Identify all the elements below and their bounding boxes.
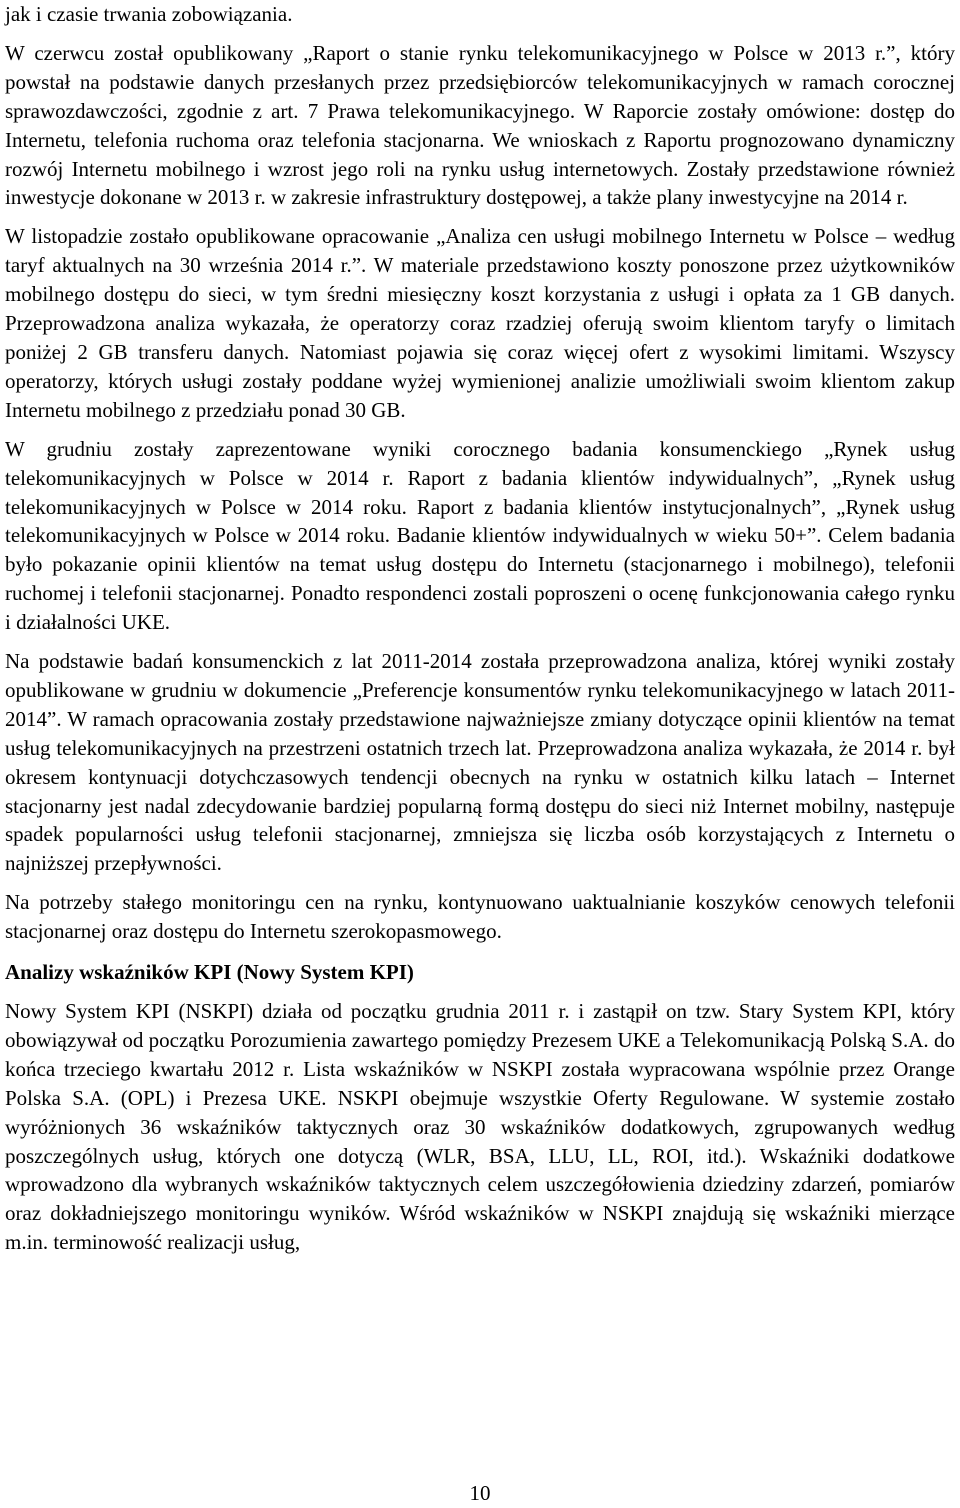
page-number: 10	[469, 1481, 491, 1505]
paragraph-kpi-system: Nowy System KPI (NSKPI) działa od początku grudnia 2011 r. i zastąpił on tzw. Stary System KPI, który obowiązywał od początku Porozumienia zawartego pomiędzy Prezesem UKE a Telekomunikacją Polską S.A. do końca trzeciego kwartału 2012 r. Lista wskaźników w NSKPI została wypracowana wspólnie przez Orange Polska S.A. (OPL) i Prezesa UKE. NSKPI obejmuje wszystkie Oferty Regulowane. W systemie zostało wyróżnionych 36 wskaźników taktycznych oraz 30 wskaźników dodatkowych, zgrupowanych według poszczególnych usług, których one dotyczą (WLR, BSA, LLU, LL, ROI, itd.). Wskaźniki dodatkowe wprowadzono dla wybranych wskaźników taktycznych celem uszczegółowienia dziedziny zdarzeń, pomiarów oraz dokładniejszego monitoringu wyników. Wśród wskaźników w NSKPI znajdują się wskaźniki mierzące m.in. terminowość realizacji usług,	[5, 999, 955, 1255]
paragraph-market-report: W czerwcu został opublikowany „Raport o stanie rynku telekomunikacyjnego w Polsce w 2013 r.”, który powstał na podstawie danych przesłanych przez przedsiębiorców telekomunikacyjnych w ramach corocznej sprawozdawczości, zgodnie z art. 7 Prawa telekomunikacyjnego. W Raporcie zostały omówione: dostęp do Internetu, telefonia ruchoma oraz telefonia stacjonarna. We wnioskach z Raportu prognozowano dynamiczny rozwój Internetu mobilnego i wzrost jego roli na rynku usług internetowych. Zostały przedstawione również inwestycje dokonane w 2013 r. w zakresie infrastruktury dostępowej, a także plany inwestycyjne na 2014 r.	[5, 40, 955, 210]
paragraph-consumer-preferences: Na podstawie badań konsumenckich z lat 2011-2014 została przeprowadzona analiza, której wyniki zostały opublikowane w grudniu w dokumencie „Preferencje konsumentów rynku telekomunikacyjnego w latach 2011-2014”. W ramach opracowania zostały przedstawione najważniejsze zmiany dotyczące opinii klientów na temat usług telekomunikacyjnych na przestrzeni ostatnich trzech lat. Przeprowadzona analiza wykazała, że 2014 r. był okresem kontynuacji dotychczasowych tendencji obecnych na rynku w ostatnich kilku latach – Internet stacjonarny jest nadal zdecydowanie bardziej popularną formą dostępu do sieci niż Internet mobilny, następuje spadek popularności usług telefonii stacjonarnej, zmniejsza się liczba osób korzystających z Internetu o najniższej przepływności.	[5, 649, 955, 876]
paragraph-continuation: jak i czasie trwania zobowiązania.	[5, 2, 293, 26]
paragraph-price-monitoring: Na potrzeby stałego monitoringu cen na rynku, kontynuowano uaktualnianie koszyków cenowych telefonii stacjonarnej oraz dostępu do Internetu szerokopasmowego.	[5, 890, 955, 944]
paragraph-consumer-survey: W grudniu zostały zaprezentowane wyniki corocznego badania konsumenckiego „Rynek usług telekomunikacyjnych w Polsce w 2014 r. Raport z badania klientów indywidualnych”, „Rynek usług telekomunikacyjnych w Polsce w 2014 roku. Raport z badania klientów instytucjonalnych”, „Rynek usług telekomunikacyjnych w Polsce w 2014 roku. Badanie klientów indywidualnych w wieku 50+”. Celem badania było pokazanie opinii klientów na temat usług dostępu do Internetu (stacjonarnego i mobilnego), telefonii ruchomej i telefonii stacjonarnej. Ponadto respondenci zostali poproszeni o ocenę funkcjonowania całego rynku i działalności UKE.	[5, 436, 955, 635]
paragraph-mobile-internet-analysis: W listopadzie zostało opublikowane opracowanie „Analiza cen usługi mobilnego Internetu w Polsce – według taryf aktualnych na 30 września 2014 r.”. W materiale przedstawiono koszty ponoszone przez użytkowników mobilnego dostępu do sieci, w tym średni miesięczny koszt korzystania z usługi i opłata za 1 GB danych. Przeprowadzona analiza wykazała, że operatorzy coraz rzadziej oferują swoim klientom taryfy o limitach poniżej 2 GB transferu danych. Natomiast pojawia się coraz więcej ofert z wysokimi limitami. Wszyscy operatorzy, których usługi zostały poddane wyżej wymienionej analizie umożliwiali swoim klientom zakup Internetu mobilnego z przedziału ponad 30 GB.	[5, 224, 955, 422]
section-heading: Analizy wskaźników KPI (Nowy System KPI)	[5, 960, 414, 985]
